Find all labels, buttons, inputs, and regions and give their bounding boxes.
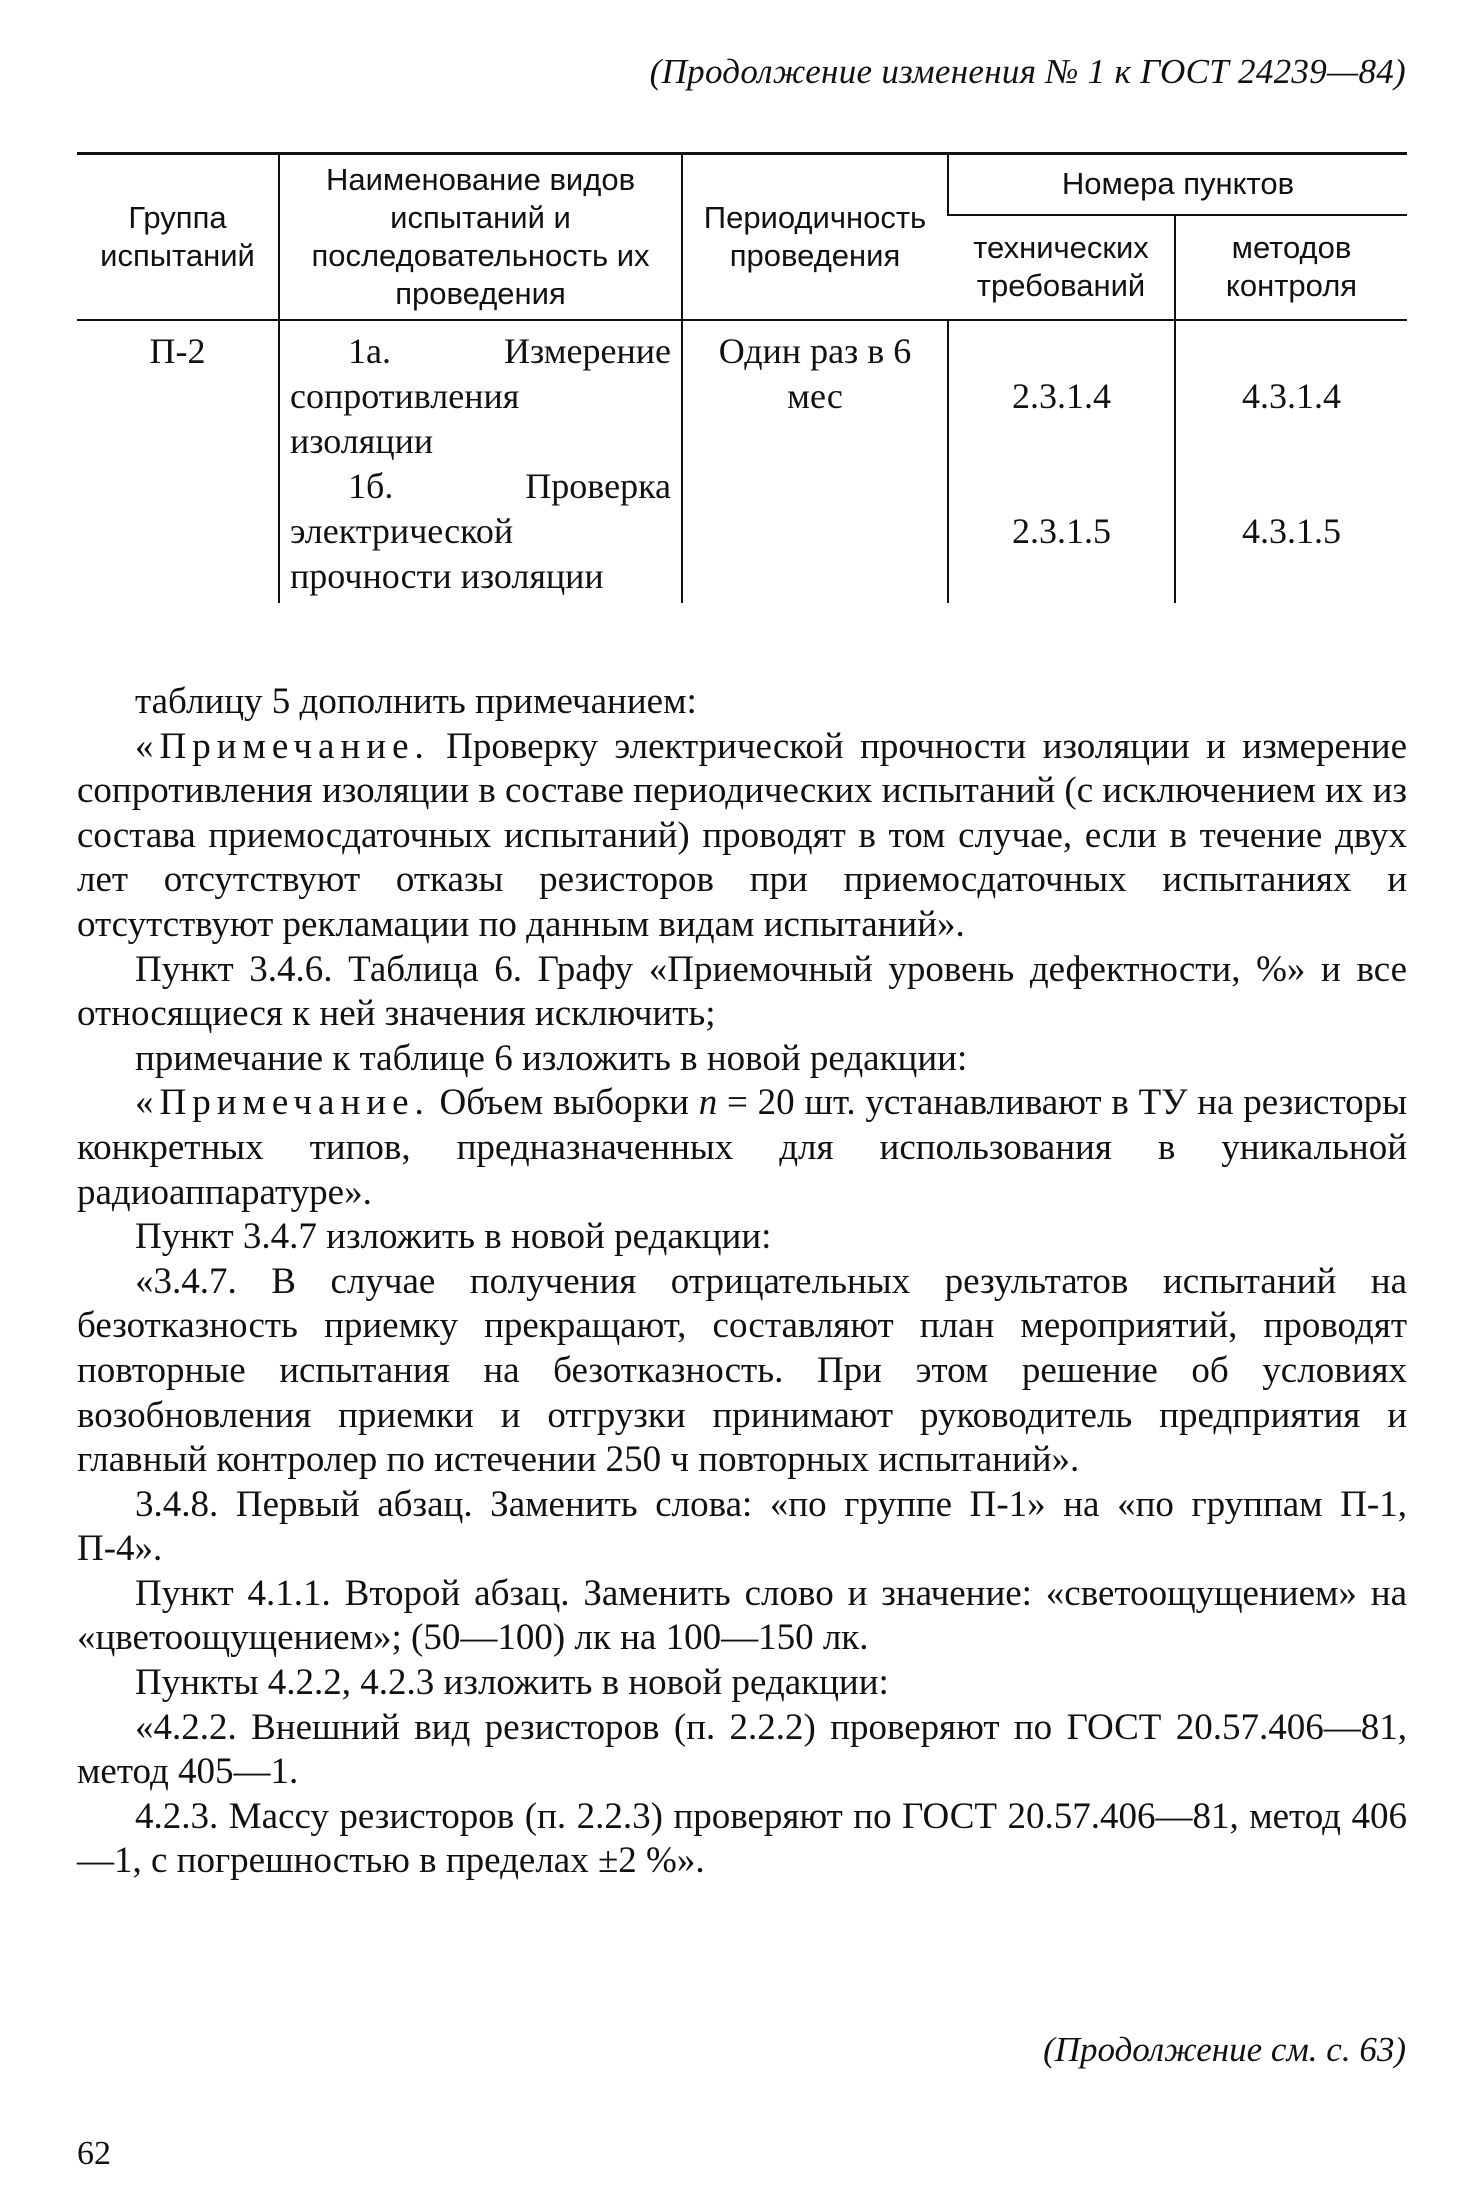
note-text: Проверку электрической прочности изоляции и измерение сопротивления изоляции в составе периодических испытаний (с исключением их из состава приемосдаточных испытаний) проводят в том случае, если в течение двух лет отсутствуют отказы резисторов при приемосдаточных испытаниях и отсутствуют рекламации по данным видам испытаний». <box>77 725 1407 945</box>
header-points: Номера пунктов <box>948 154 1407 215</box>
header-group: Группа испытаний <box>77 154 279 321</box>
note-lead: «Примечание. <box>135 725 430 767</box>
paragraph: «3.4.7. В случае получения отрицательных результатов испытаний на безотказность приемку прекращают, составляют план мероприятий, проводят повторные испытания на безотказность. При этом решение об условиях возобновления приемки и отгрузки принимают руководитель предприятия и главный контролер по истечении 250 ч повторных испытаний». <box>77 1260 1407 1481</box>
header-tech: технических требований <box>948 215 1175 320</box>
paragraph: Пункт 3.4.7 изложить в новой редакции: <box>135 1216 772 1258</box>
paragraph: примечание к таблице 6 изложить в новой редакции: <box>135 1037 968 1079</box>
header-methods: методов контроля <box>1175 215 1407 320</box>
sample-size-variable: n <box>698 1082 718 1124</box>
test-item-1b: 1б. Проверка электрической прочности изоляции <box>290 466 671 596</box>
header-tests: Наименование видов испытаний и последовательность их проведения <box>279 154 682 321</box>
cell-tech <box>948 320 1175 603</box>
cell-group: П-2 <box>149 331 206 371</box>
cell-methods <box>1175 320 1407 603</box>
tech-1a: 2.3.1.4 <box>1012 376 1111 416</box>
running-title: (Продолжение изменения № 1 к ГОСТ 24239—84) <box>649 52 1406 91</box>
paragraph: «4.2.2. Внешний вид резисторов (п. 2.2.2) проверяют по ГОСТ 20.57.406—81, метод 405—1. <box>77 1706 1407 1793</box>
paragraph-note-1 <box>77 725 1407 948</box>
method-1a: 4.3.1.4 <box>1242 376 1341 416</box>
paragraph-note-2 <box>77 1081 1407 1215</box>
cell-period: Один раз в 6 мес <box>682 320 948 603</box>
note-text: Объем выборки <box>429 1082 699 1124</box>
cell-tests <box>279 320 682 603</box>
test-groups-table <box>77 152 1407 603</box>
continuation-note: (Продолжение см. с. 63) <box>1043 2030 1406 2069</box>
table-row <box>77 320 1407 603</box>
paragraph: Пункт 4.1.1. Второй абзац. Заменить слово и значение: «светоощущением» на «цветоощущением»; (50—100) лк на 100—150 лк. <box>77 1572 1407 1659</box>
paragraph: Пункт 3.4.6. Таблица 6. Графу «Приемочный уровень дефектности, %» и все относящиеся к ней значения исключить; <box>77 948 1407 1035</box>
paragraph: 4.2.3. Массу резисторов (п. 2.2.3) проверяют по ГОСТ 20.57.406—81, метод 406—1, с погрешностью в пределах ±2 %». <box>77 1795 1407 1882</box>
note-lead: «Примечание. <box>135 1082 430 1124</box>
body-text <box>77 680 1407 1884</box>
table-header-row <box>77 154 1407 215</box>
test-item-1a: 1а. Измерение сопротивления изоляции <box>290 331 671 461</box>
tech-1b: 2.3.1.5 <box>1012 511 1111 551</box>
note-text: = 20 шт. устанавливают в ТУ на резисторы конкретных типов, предназначенных для использования в уникальной радиоаппаратуре». <box>77 1082 1407 1213</box>
page-number: 62 <box>77 2135 111 2172</box>
paragraph: Пункты 4.2.2, 4.2.3 изложить в новой редакции: <box>135 1662 889 1704</box>
paragraph: 3.4.8. Первый абзац. Заменить слова: «по группе П-1» на «по группам П-1, П-4». <box>77 1483 1407 1570</box>
paragraph: таблицу 5 дополнить примечанием: <box>135 681 697 722</box>
method-1b: 4.3.1.5 <box>1242 511 1341 551</box>
header-period: Периодичность проведения <box>682 154 948 321</box>
